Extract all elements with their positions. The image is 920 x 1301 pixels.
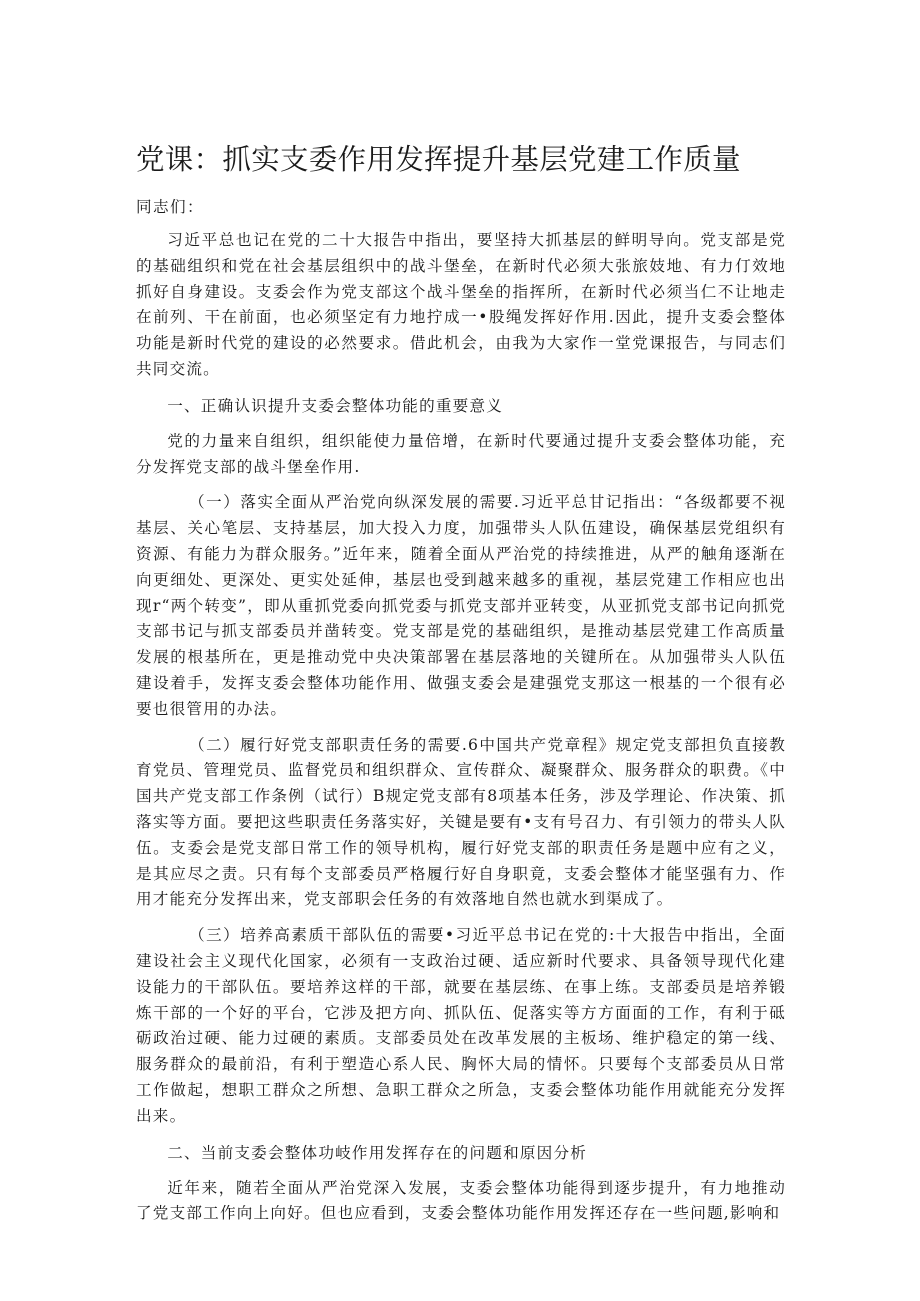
section-1-subsection-1: （一）落实全面从严治党向纵深发展的需要.习近平总甘记指出：“各级都要不视基层、关心笔层、支持基层，加大投入力度，加强带头人队伍建设，确保基层党组织有资源、有能力为群众服务。”近年来，随着全面从严治党的持续推进，从严的触角逐渐在向更细处、更深处、更实处延伸，基层也受到越来越多的重视，基层党建工作相应也出现r“两个转变”，即从重抓党委向抓党委与抓党支部并亚转变，从亚抓党支部书记向抓党支部书记与抓支部委员并凿转变。党支部是党的基础组织，是推动基层党建工作高质量发展的根基所在，更是推动党中央决策部署在基层落地的关键所在。从加强带头人队伍建设着手，发挥支委会整体功能作用、做强支委会是建强党支那这一根基的一个很有必要也很管用的办法。 (136, 493, 786, 718)
section-1-heading: 一、正确认识提升支委会整体功能的重要意义 (167, 396, 504, 415)
section-1-subsection-3: （三）培养高素质干部队伍的需要•习近平总书记在党的:十大报告中指出，全面建设社会主义现代化国家，必须有一支政治过硬、适应新时代要求、具备领导现代化建设能力的干部队伍。要培养这样的干部，就要在基层练、在事上练。支部委员是培养锻炼干部的一个好的平台，它涉及把方向、抓队伍、促落实等方方面面的工作，有利于砥砺政治过硬、能力过硬的素质。支部委员处在改革发展的主板场、维护稳定的第一线、服务群众的最前沿，有利于塑造心系人民、胸怀大局的情怀。只要每个支部委员从日常工作做起，想职工群众之所想、急职工群众之所急，支委会整体功能作用就能充分发挥出来。 (136, 926, 786, 1125)
intro-paragraph: 习近平总也记在党的二十大报告中指出，要坚持大抓基层的鲜明导向。党支部是党的基础组织和党在社会基层组织中的战斗堡垒，在新时代必须大张旅妓地、有力仃效地抓好自身建设。支委会作为党支部这个战斗堡垒的指挥所，在新时代必须当仁不让地走在前列、干在前面，也必须坚定有力地拧成一•股绳发挥好作用.因此，提升支委会整体功能是新时代党的建设的必然要求。借此机会，由我为大家作一堂党课报告，与同志们共同交流。 (136, 231, 786, 378)
document-title: 党课：抓实支委作用发挥提升基层党建工作质量 (136, 143, 741, 176)
document-page (136, 138, 786, 1237)
section-1-subsection-2: （二）履行好党支部职责任务的需要.6中国共产党章程》规定党支部担负直接教育党员、管理党员、监督党员和组织群众、宣传群众、凝聚群众、服务群众的职费。《中国共产党支部工作条例（试行）B规定党支部有8项基本任务，涉及学理论、作决策、抓落实等方面。要把这些职责任务落实好，关键是要有•支有号召力、有引领力的带头人队伍。支委会是党支部日常工作的领导机构，履行好党支部的职责任务是题中应有之义，是其应尽之责。只有每个支部委员严格履行好自身职竟，支委会整体才能坚强有力、作用才能充分发挥出来，党支部职会任务的有效落地自然也就水到渠成了。 (136, 735, 786, 909)
section-1-intro-paragraph: 党的力量来自组织，组织能使力量倍增，在新时代要通过提升支委会整体功能，充分发挥党支部的战斗堡垒作用. (136, 431, 786, 476)
section-2-intro-paragraph: 近年来，随若全面从严治党深入发展，支委会整体功能得到逐步提升，有力地推动了党支部工作向上向好。但也应看到，支委会整体功能作用发挥还存在一些问题,影响和 (136, 1178, 786, 1223)
section-2-heading: 二、当前支委会整体功岐作用发挥存在的问题和原因分析 (167, 1143, 588, 1162)
salutation: 同志们： (136, 198, 204, 216)
